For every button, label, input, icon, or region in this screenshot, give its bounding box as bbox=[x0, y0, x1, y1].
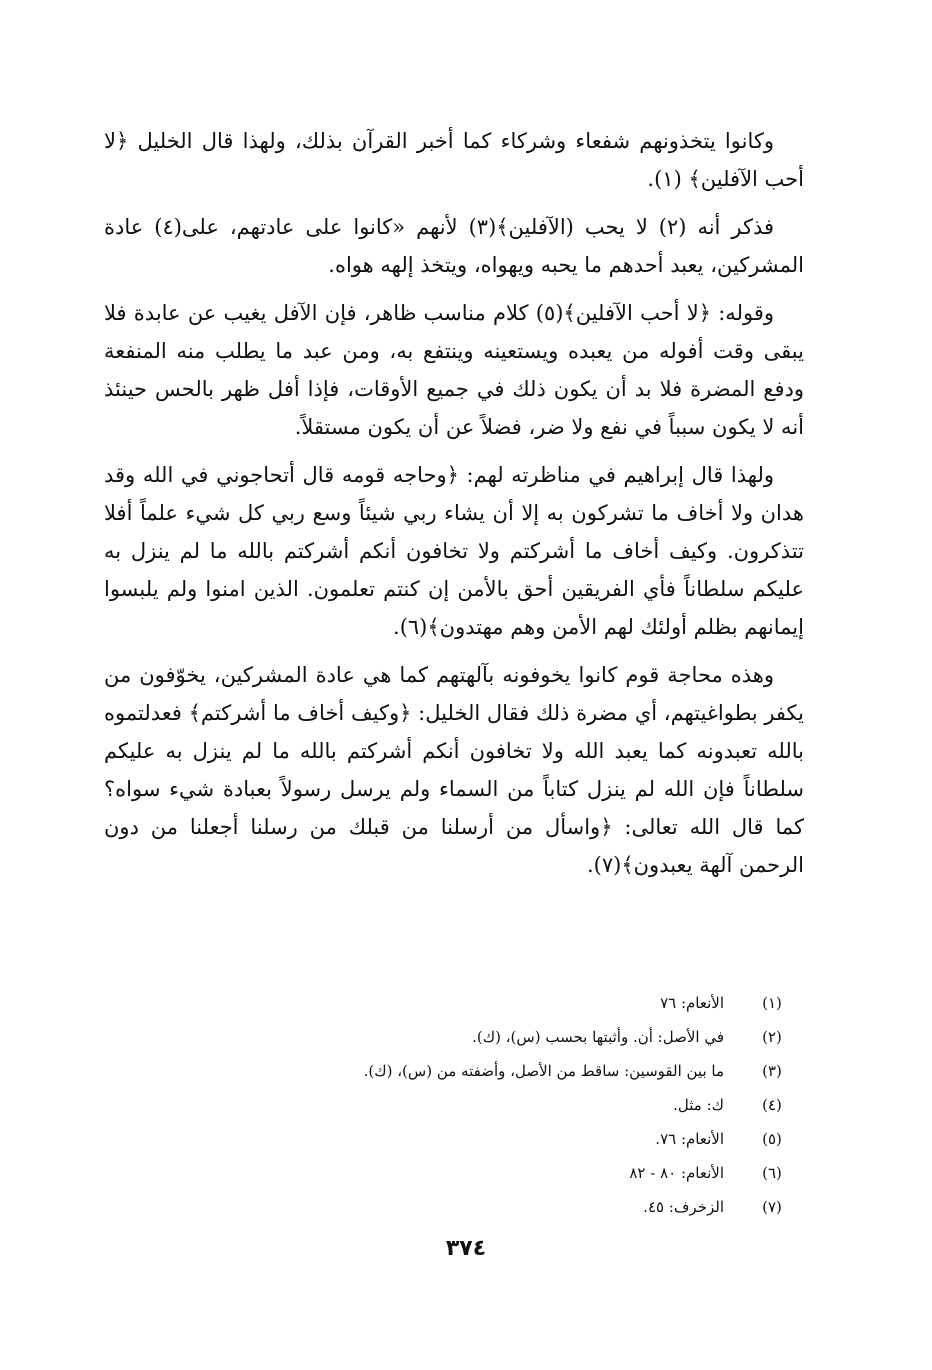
footnote-number: (١) bbox=[762, 994, 782, 1012]
paragraph-5: وهذه محاجة قوم كانوا يخوفونه بآلهتهم كما هي عادة المشركين، يخوّفون من يكفر بطواغيتهم، أي مضرة ذلك فقال الخليل: ﴿وكيف أخاف ما أشركتم﴾ فعدلتموه بالله تعبدونه كما يعبد الله ولا تخافون أنكم أشركتم بالله ما لم ينزل به عليكم سلطاناً فإن الله لم ينزل كتاباً من السماء ولم يرسل رسولاً بعبادة شيء سواه؟ كما قال الله تعالى: ﴿واسأل من أرسلنا من قبلك من رسلنا أجعلنا من دون الرحمن آلهة يعبدون﴾(٧). bbox=[104, 663, 804, 877]
footnote-number: (٧) bbox=[762, 1198, 782, 1216]
footnote-text: ك: مثل. bbox=[673, 1096, 724, 1114]
paragraph-3: وقوله: ﴿لا أحب الآفلين﴾(٥) كلام مناسب ظاهر، فإن الآفل يغيب عن عابدة فلا يبقى وقت أفوله من يعبده ويستعينه وينتفع به، ومن عبد ما يطلب منه المنفعة ودفع المضرة فلا بد أن يكون ذلك في جميع الأوقات، فإذا أفل ظهر بالحس حينئذ أنه لا يكون سبباً في نفع ولا ضر، فضلاً عن أن يكون مستقلاً. bbox=[104, 301, 804, 439]
footnote-number: (٤) bbox=[762, 1096, 782, 1114]
footnote-text: الزخرف: ٤٥. bbox=[643, 1198, 724, 1216]
footnote-text: في الأصل: أن. وأثبتها بحسب (س)، (ك). bbox=[472, 1028, 724, 1046]
page-number: ٣٧٤ bbox=[445, 1236, 487, 1261]
footnote-4 bbox=[104, 1088, 804, 1122]
footnote-3 bbox=[104, 1054, 804, 1088]
main-text bbox=[104, 122, 804, 894]
paragraph-1: وكانوا يتخذونهم شفعاء وشركاء كما أخبر القرآن بذلك، ولهذا قال الخليل ﴿لا أحب الآفلين﴾ (١). bbox=[104, 129, 804, 191]
footnote-number: (٦) bbox=[762, 1164, 782, 1182]
footnote-text: الأنعام: ٨٠ - ٨٢ bbox=[629, 1164, 724, 1182]
footnotes bbox=[104, 986, 804, 1224]
footnote-text: ما بين القوسين: ساقط من الأصل، وأضفته من (س)، (ك). bbox=[363, 1062, 724, 1080]
footnote-number: (٣) bbox=[762, 1062, 782, 1080]
footnote-5 bbox=[104, 1122, 804, 1156]
footnote-number: (٢) bbox=[762, 1028, 782, 1046]
footnote-6 bbox=[104, 1156, 804, 1190]
footnote-text: الأنعام: ٧٦. bbox=[655, 1130, 724, 1148]
paragraph-4: ولهذا قال إبراهيم في مناظرته لهم: ﴿وحاجه قومه قال أتحاجوني في الله وقد هدان ولا أخاف ما تشركون به إلا أن يشاء ربي شيئاً وسع ربي كل شيء علماً أفلا تتذكرون. وكيف أخاف ما أشركتم ولا تخافون أنكم أشركتم بالله ما لم ينزل به عليكم سلطاناً فأي الفريقين أحق بالأمن إن كنتم تعلمون. الذين امنوا ولم يلبسوا إيمانهم بظلم أولئك لهم الأمن وهم مهتدون﴾(٦). bbox=[104, 463, 804, 639]
footnote-number: (٥) bbox=[762, 1130, 782, 1148]
footnote-1 bbox=[104, 986, 804, 1020]
footnote-7 bbox=[104, 1190, 804, 1224]
footnote-2 bbox=[104, 1020, 804, 1054]
footnote-text: الأنعام: ٧٦ bbox=[660, 994, 724, 1012]
paragraph-2: فذكر أنه (٢) لا يحب (الآفلين﴾(٣) لأنهم «كانوا على عادتهم، على(٤) عادة المشركين، يعبد أحدهم ما يحبه ويهواه، ويتخذ إلهه هواه. bbox=[104, 215, 804, 277]
